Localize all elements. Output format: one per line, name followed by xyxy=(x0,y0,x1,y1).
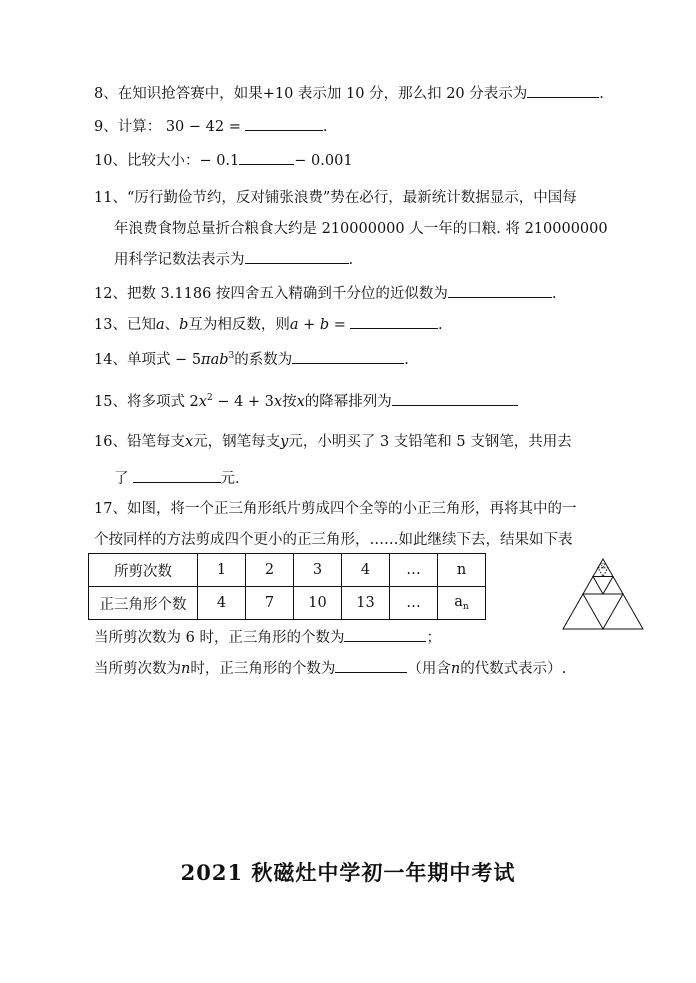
question-11-line-1: 11、“厉行勤俭节约，反对铺张浪费”势在必行，最新统计数据显示，中国每 xyxy=(94,190,577,206)
q12-answer-blank[interactable] xyxy=(448,284,552,298)
table-cell: 4 xyxy=(198,587,246,620)
question-13: 13、已知a、b互为相反数，则a + b = . xyxy=(94,317,443,333)
q13-answer-blank[interactable] xyxy=(350,315,438,329)
question-16-line-2: 了 元. xyxy=(114,471,240,487)
table-row xyxy=(89,554,486,587)
table-cell: 4 xyxy=(342,554,390,587)
question-12: 12、把数 3.1186 按四舍五入精确到千分位的近似数为 . xyxy=(94,286,557,302)
question-11-line-2: 年浪费食物总量折合粮食大约是 210000000 人一年的口粮. 将 210000000 xyxy=(114,221,608,237)
table-header-triangles: 正三角形个数 xyxy=(89,587,198,620)
table-cell: … xyxy=(390,587,438,620)
triangle-subdivision-figure xyxy=(560,557,646,631)
table-cell: 13 xyxy=(342,587,390,620)
question-17-sub-1: 当所剪次数为 6 时，正三角形的个数为 ； xyxy=(94,630,441,646)
level-2-subdivision xyxy=(593,577,613,595)
q10-answer-blank[interactable] xyxy=(239,151,294,165)
q17-sub2-answer-blank[interactable] xyxy=(335,659,407,673)
q15-answer-blank[interactable] xyxy=(392,392,518,406)
q8-answer-blank[interactable] xyxy=(527,84,599,98)
table-cell: 1 xyxy=(198,554,246,587)
level-4-subdivision xyxy=(601,563,606,567)
question-15: 15、将多项式 $2x^2 - 4 + 3x$按x的降幂排列为 xyxy=(94,390,518,411)
question-16-line-1: 16、铅笔每支x元，钢笔每支y元，小明买了 3 支铅笔和 5 支钢笔，共用去 xyxy=(94,434,572,450)
table-cell: $a_n$ xyxy=(438,587,486,620)
q9-answer-blank[interactable] xyxy=(245,117,323,131)
table-cell: 2 xyxy=(246,554,294,587)
table-cell: n xyxy=(438,554,486,587)
table-cell: 10 xyxy=(294,587,342,620)
table-row xyxy=(89,587,486,620)
q11-answer-blank[interactable] xyxy=(245,250,349,264)
question-14: 14、单项式 − 5πab$^3$的系数为 . xyxy=(94,351,409,368)
exam-title: 2021 秋磁灶中学初一年期中考试 xyxy=(180,860,516,885)
q9-text: 9、计算： 30 − 42 = xyxy=(94,119,241,135)
table-cell: … xyxy=(390,554,438,587)
level-1-subdivision xyxy=(583,594,623,629)
q17-sub1-answer-blank[interactable] xyxy=(344,628,426,642)
table-cell: 7 xyxy=(246,587,294,620)
q8-text: 8、在知识抢答赛中，如果+10 表示加 10 分，那么扣 20 分表示为 xyxy=(94,86,528,102)
question-17-sub-2: 当所剪次数为n时，正三角形的个数为 （用含n的代数式表示）. xyxy=(94,661,567,677)
q16-answer-blank[interactable] xyxy=(133,469,221,483)
level-3-subdivision xyxy=(598,568,608,577)
question-8: 8、在知识抢答赛中，如果+10 表示加 10 分，那么扣 20 分表示为 . xyxy=(94,86,604,102)
question-17-line-2: 个按同样的方法剪成四个更小的正三角形，……如此继续下去，结果如下表 xyxy=(94,532,573,548)
table-cell: 3 xyxy=(294,554,342,587)
question-11-line-3: 用科学记数法表示为 . xyxy=(114,252,354,268)
cut-count-table xyxy=(88,553,486,620)
question-9: 9、计算： 30 − 42 = . xyxy=(94,119,328,135)
q14-answer-blank[interactable] xyxy=(292,350,404,364)
table-header-cuts: 所剪次数 xyxy=(89,554,198,587)
question-10: 10、比较大小：− 0.1 − 0.001 xyxy=(94,153,353,169)
q10-text: 10、比较大小：− 0.1 xyxy=(94,153,240,169)
question-17-line-1: 17、如图，将一个正三角形纸片剪成四个全等的小正三角形，再将其中的一 xyxy=(94,501,577,517)
